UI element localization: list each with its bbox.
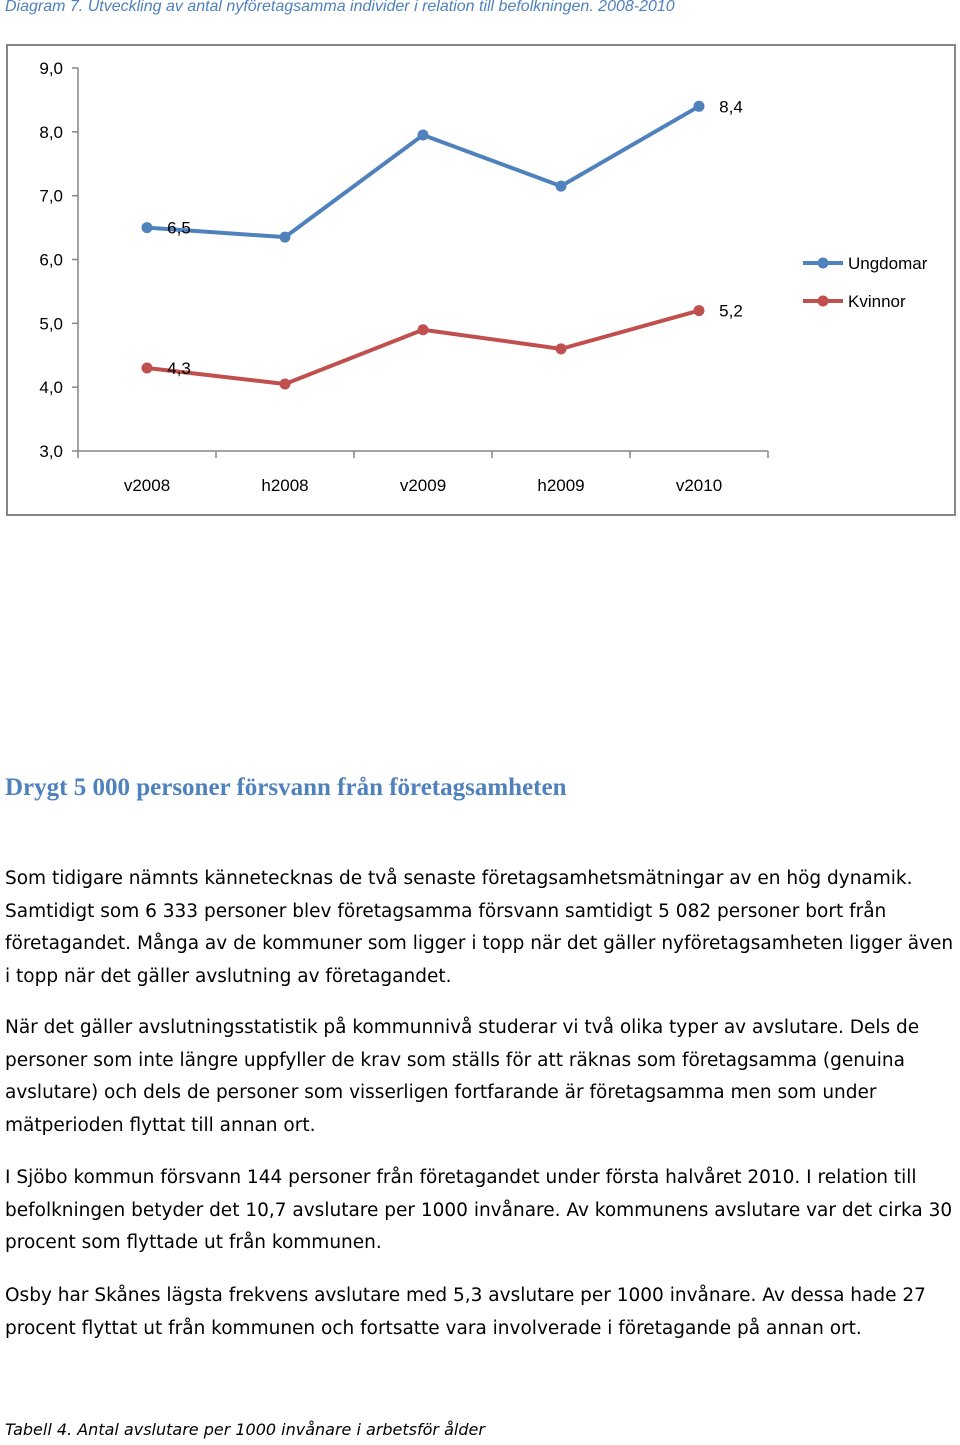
data-label: 4,3 [167, 359, 191, 379]
data-label: 8,4 [719, 97, 743, 117]
table-caption: Tabell 4. Antal avslutare per 1000 invånare i arbetsför ålder [5, 1420, 485, 1439]
chart-caption: Diagram 7. Utveckling av antal nyföretagsamma individer i relation till befolkningen. 2008-2010 [5, 0, 675, 15]
line-chart [6, 44, 956, 516]
legend-label: Ungdomar [848, 254, 928, 273]
x-tick-label: v2009 [399, 476, 447, 495]
paragraph-2: När det gäller avslutningsstatistik på kommunnivå studerar vi två olika typer av avslutare. Dels de personer som inte längre uppfyller de krav som ställs för att räknas som företagsamma (genuina avslutare) och dels de personer som visserligen fortfarande är företagsamma men som under mätperioden flyttat till annan ort. [5, 1017, 920, 1136]
data-point [556, 181, 567, 192]
data-point [142, 363, 153, 374]
data-point [142, 222, 153, 233]
y-tick-label: 5,0 [39, 314, 63, 334]
section-heading: Drygt 5 000 personer försvann från företagsamheten [5, 774, 567, 801]
data-point [418, 130, 429, 141]
data-point [694, 305, 705, 316]
x-tick-label: v2010 [675, 476, 723, 495]
chart-svg [8, 46, 958, 518]
x-tick-label: h2009 [537, 476, 585, 495]
data-label: 6,5 [167, 218, 191, 238]
series-line-ungdomar [147, 106, 699, 237]
legend-marker [818, 258, 829, 269]
data-point [694, 101, 705, 112]
data-point [418, 324, 429, 335]
series-line-kvinnor [147, 311, 699, 384]
data-point [280, 378, 291, 389]
paragraph-3: I Sjöbo kommun försvann 144 personer från företagandet under första halvåret 2010. I relation till befolkningen betyder det 10,7 avslutare per 1000 invånare. Av kommunens avslutare var det cirka 30 procent som flyttade ut från kommunen. [5, 1167, 953, 1253]
paragraph-1: Som tidigare nämnts kännetecknas de två senaste företagsamhetsmätningar av en hög dynamik. Samtidigt som 6 333 personer blev företagsamma försvann samtidigt 5 082 personer bort från företagandet. Många av de kommuner som ligger i topp när det gäller nyföretagsamheten ligger även i topp när det gäller avslutning av företagandet. [5, 868, 954, 987]
x-tick-label: h2008 [261, 476, 309, 495]
data-point [556, 343, 567, 354]
data-label: 5,2 [719, 301, 743, 321]
legend-label: Kvinnor [848, 292, 906, 311]
data-point [280, 232, 291, 243]
x-tick-label: v2008 [123, 476, 171, 495]
legend-marker [818, 296, 829, 307]
y-tick-label: 8,0 [39, 122, 63, 142]
y-tick-label: 4,0 [39, 378, 63, 398]
y-tick-label: 6,0 [39, 250, 63, 270]
y-tick-label: 9,0 [39, 59, 63, 78]
y-tick-label: 3,0 [39, 442, 63, 461]
y-tick-label: 7,0 [39, 186, 63, 206]
paragraph-4: Osby har Skånes lägsta frekvens avslutare med 5,3 avslutare per 1000 invånare. Av dessa hade 27 procent flyttat ut från kommunen och fortsatte vara involverade i företagande på annan ort. [5, 1285, 926, 1339]
